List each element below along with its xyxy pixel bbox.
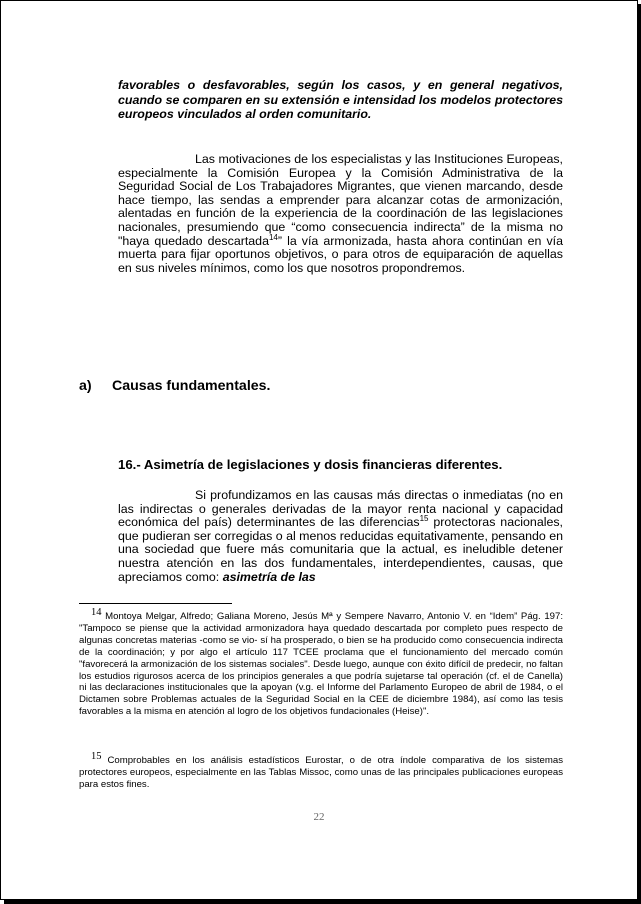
footnote-15-text: Comprobables en los análisis estadísticos Eurostar, o de otra índole comparativa de los sistemas protectores europeos, especialmente en las Tablas Missoc, como unas de las principales publicaciones europeas para estos fines. [79, 755, 563, 790]
footnote-14-number: 14 [91, 606, 102, 618]
paragraph-causas-text: Si profundizamos en las causas más directas o inmediatas (no en las indirectas o generales derivadas de la mayor renta nacional y capacidad económica del país) determinantes de las diferencias [118, 488, 563, 530]
footnote-ref-15[interactable]: 15 [419, 514, 429, 524]
footnote-separator [79, 603, 232, 604]
footnote-15-number: 15 [91, 750, 102, 762]
section-letter: a) [79, 378, 92, 394]
footnote-14 [79, 606, 563, 718]
paragraph-causas [118, 489, 563, 584]
subsection-heading-16: 16.- Asimetría de legislaciones y dosis financieras diferentes. [118, 457, 503, 472]
footnote-ref-14[interactable]: 14 [268, 232, 278, 242]
intro-text: favorables o desfavorables, según los casos, y en general negativos, cuando se comparen en su extensión e intensidad los modelos protectores europeos vinculados al orden comunitario. [118, 78, 563, 122]
footnote-14-text: Montoya Melgar, Alfredo; Galiana Moreno, Jesús Mª y Sempere Navarro, Antonio V. en “Idem” Pág. 197: "Tampoco se piense que la actividad armonizadora haya quedado descartada por completo pues respecto de algunas concretas materias -como se vio- sí ha prosperado, o bien se ha producido como consecuencia indirecta de la coordinación; y por algo el artículo 117 TCEE proclama que el funcionamiento del mercado común "favorecerá la armonización de los sistemas sociales". Desde luego, aunque con éxito difícil de predecir, no faltan los estudios rigurosos acerca de los principios generales a que podría sujetarse tal operación (cf. el de Canella) ni las declaraciones institucionales que la apoyan (v.g. el Informe del Parlamento Europeo de abril de 1984, o el Dictamen sobre Problemas actuales de la Seguridad Social en la CEE de diciembre 1984), así como las tesis favorables a la misma en atención al logro de los objetivos fundacionales (Heise)". [79, 611, 563, 718]
page-number: 22 [313, 811, 325, 823]
paragraph-causas-text-end: protectoras nacionales, que pudieran ser corregidas o al menos reducidas equitativamente, pensando en una sociedad que fuere más comunitaria que la actual, es ineludible detener nuestra atención en las dos fundamentales, interdependientes, causas, que apreciamos como: [118, 515, 563, 584]
paragraph-motivaciones-text-end: ” la vía armonizada, hasta ahora continúan en vía muerta para fijar oportunos objetivos, o para otros de equiparación de aquellas en sus niveles mínimos, como los que nosotros propondremos. [118, 233, 563, 275]
paragraph-causas-emphasis: asimetría de las [222, 569, 316, 584]
paragraph-motivaciones [118, 153, 563, 275]
section-heading-a [79, 378, 270, 394]
paragraph-motivaciones-text: Las motivaciones de los especialistas y las Instituciones Europeas, especialmente la Comisión Europea y la Comisión Administrativa de la Seguridad Social de Los Trabajadores Migrantes, que vienen marcando, desde hace tiempo, las sendas a emprender para alcanzar cotas de armonización, alentadas en función de la experiencia de la coordinación de las legislaciones nacionales, presumiendo que “como consecuencia indirecta” de la misma no "haya quedado descartada [118, 152, 563, 248]
footnote-15 [79, 750, 563, 791]
section-title: Causas fundamentales. [112, 378, 271, 394]
